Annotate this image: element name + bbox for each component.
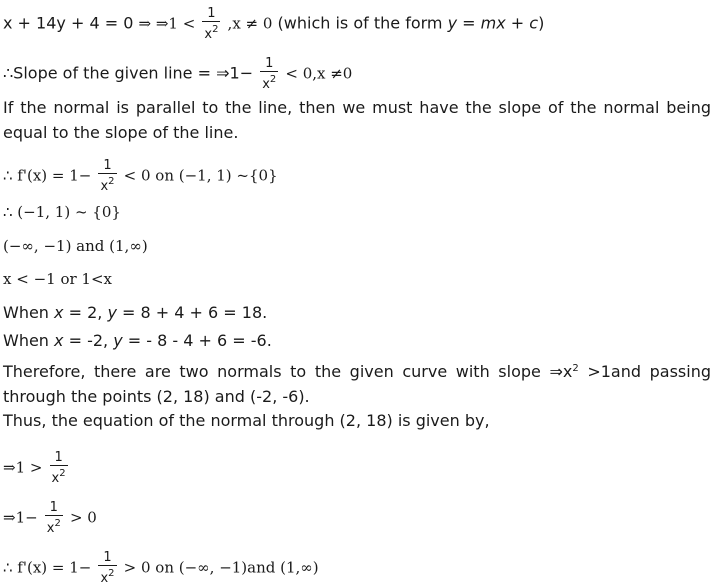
numerator: 1 bbox=[54, 450, 63, 465]
exponent: 2 bbox=[269, 74, 277, 85]
line-derivative-positive bbox=[3, 550, 319, 586]
exponent: 2 bbox=[108, 568, 115, 579]
condition-text: ,x ≠ 0 bbox=[227, 14, 273, 33]
derivative-prefix: ∴ f'(x) = 1− bbox=[3, 166, 92, 185]
x-value: = 2, bbox=[63, 303, 108, 322]
line-normal-equation-intro: Thus, the equation of the normal through (2, 18) is given by, bbox=[3, 411, 490, 430]
note-y: y bbox=[447, 13, 458, 33]
denominator bbox=[45, 515, 63, 536]
derivative-prefix: ∴ f'(x) = 1− bbox=[3, 558, 92, 577]
fraction bbox=[98, 158, 116, 194]
note-plus: + bbox=[505, 13, 530, 33]
denominator-base: x bbox=[46, 521, 55, 536]
paragraph-two-normals bbox=[3, 356, 711, 409]
exponent: 2 bbox=[59, 468, 66, 479]
line-inequality: x < −1 or 1<x bbox=[3, 270, 112, 288]
two-normals-suffix: >1and passing through the points (2, 18) and (-2, -6). bbox=[3, 362, 711, 406]
exponent: 2 bbox=[54, 518, 61, 529]
x-value: = -2, bbox=[63, 331, 114, 350]
denominator bbox=[50, 465, 68, 486]
two-normals-prefix: Therefore, there are two normals to the given curve with slope ⇒x bbox=[3, 362, 573, 381]
inequality-prefix: ⇒1− bbox=[3, 508, 38, 527]
line-one-greater bbox=[3, 450, 70, 486]
slope-suffix: < 0,x ≠0 bbox=[285, 64, 353, 83]
exponent: 2 bbox=[572, 363, 579, 374]
note-mx: mx bbox=[480, 13, 506, 33]
derivative-suffix: > 0 on (−∞, −1)and (1,∞) bbox=[123, 558, 319, 577]
inequality-suffix: > 0 bbox=[69, 508, 97, 527]
y-value: = 8 + 4 + 6 = 18. bbox=[116, 303, 268, 322]
when-text: When bbox=[3, 331, 55, 350]
denominator-base: x bbox=[100, 179, 109, 194]
denominator-base: x bbox=[204, 27, 213, 42]
implication-text: ⇒ ⇒1 < bbox=[138, 14, 196, 33]
numerator: 1 bbox=[103, 550, 112, 565]
fraction bbox=[98, 550, 116, 586]
numerator: 1 bbox=[207, 6, 216, 21]
numerator: 1 bbox=[265, 56, 274, 71]
line-equation bbox=[3, 6, 544, 42]
denominator-base: x bbox=[51, 471, 60, 486]
equation-text: x + 14y + 4 = 0 bbox=[3, 13, 134, 33]
note-equals: = bbox=[457, 13, 481, 33]
y-value: = - 8 - 4 + 6 = -6. bbox=[122, 331, 272, 350]
inequality-prefix: ⇒1 > bbox=[3, 458, 43, 477]
paragraph-normal-parallel: If the normal is parallel to the line, then we must have the slope of the normal being equal to the slope of the line. bbox=[3, 98, 711, 142]
line-derivative-negative bbox=[3, 158, 278, 194]
exponent: 2 bbox=[108, 176, 115, 187]
var-y: y bbox=[113, 331, 123, 350]
denominator bbox=[98, 565, 116, 586]
denominator-base: x bbox=[262, 77, 270, 92]
when-text: When bbox=[3, 303, 55, 322]
line-interval: ∴ (−1, 1) ~ {0} bbox=[3, 203, 121, 221]
line-union-interval: (−∞, −1) and (1,∞) bbox=[3, 237, 148, 255]
slope-prefix: ∴Slope of the given line = ⇒1− bbox=[3, 63, 254, 83]
line-slope bbox=[3, 56, 352, 92]
note-suffix: ) bbox=[538, 13, 545, 33]
exponent: 2 bbox=[212, 24, 219, 35]
var-y: y bbox=[107, 303, 117, 322]
numerator: 1 bbox=[103, 158, 112, 173]
line-when-x-2 bbox=[3, 303, 267, 323]
line-when-x-neg2 bbox=[3, 331, 272, 351]
derivative-suffix: < 0 on (−1, 1) ~{0} bbox=[123, 166, 278, 185]
note-prefix: (which is of the form bbox=[277, 13, 448, 33]
var-x: x bbox=[54, 303, 64, 322]
denominator bbox=[202, 21, 220, 42]
fraction bbox=[260, 56, 278, 92]
denominator-base: x bbox=[100, 571, 109, 586]
numerator: 1 bbox=[49, 500, 58, 515]
denominator bbox=[260, 71, 278, 92]
fraction bbox=[45, 500, 63, 536]
var-x: x bbox=[54, 331, 64, 350]
denominator bbox=[98, 173, 116, 194]
line-one-minus-positive bbox=[3, 500, 97, 536]
note-c: c bbox=[529, 13, 539, 33]
fraction bbox=[50, 450, 68, 486]
fraction bbox=[202, 6, 220, 42]
